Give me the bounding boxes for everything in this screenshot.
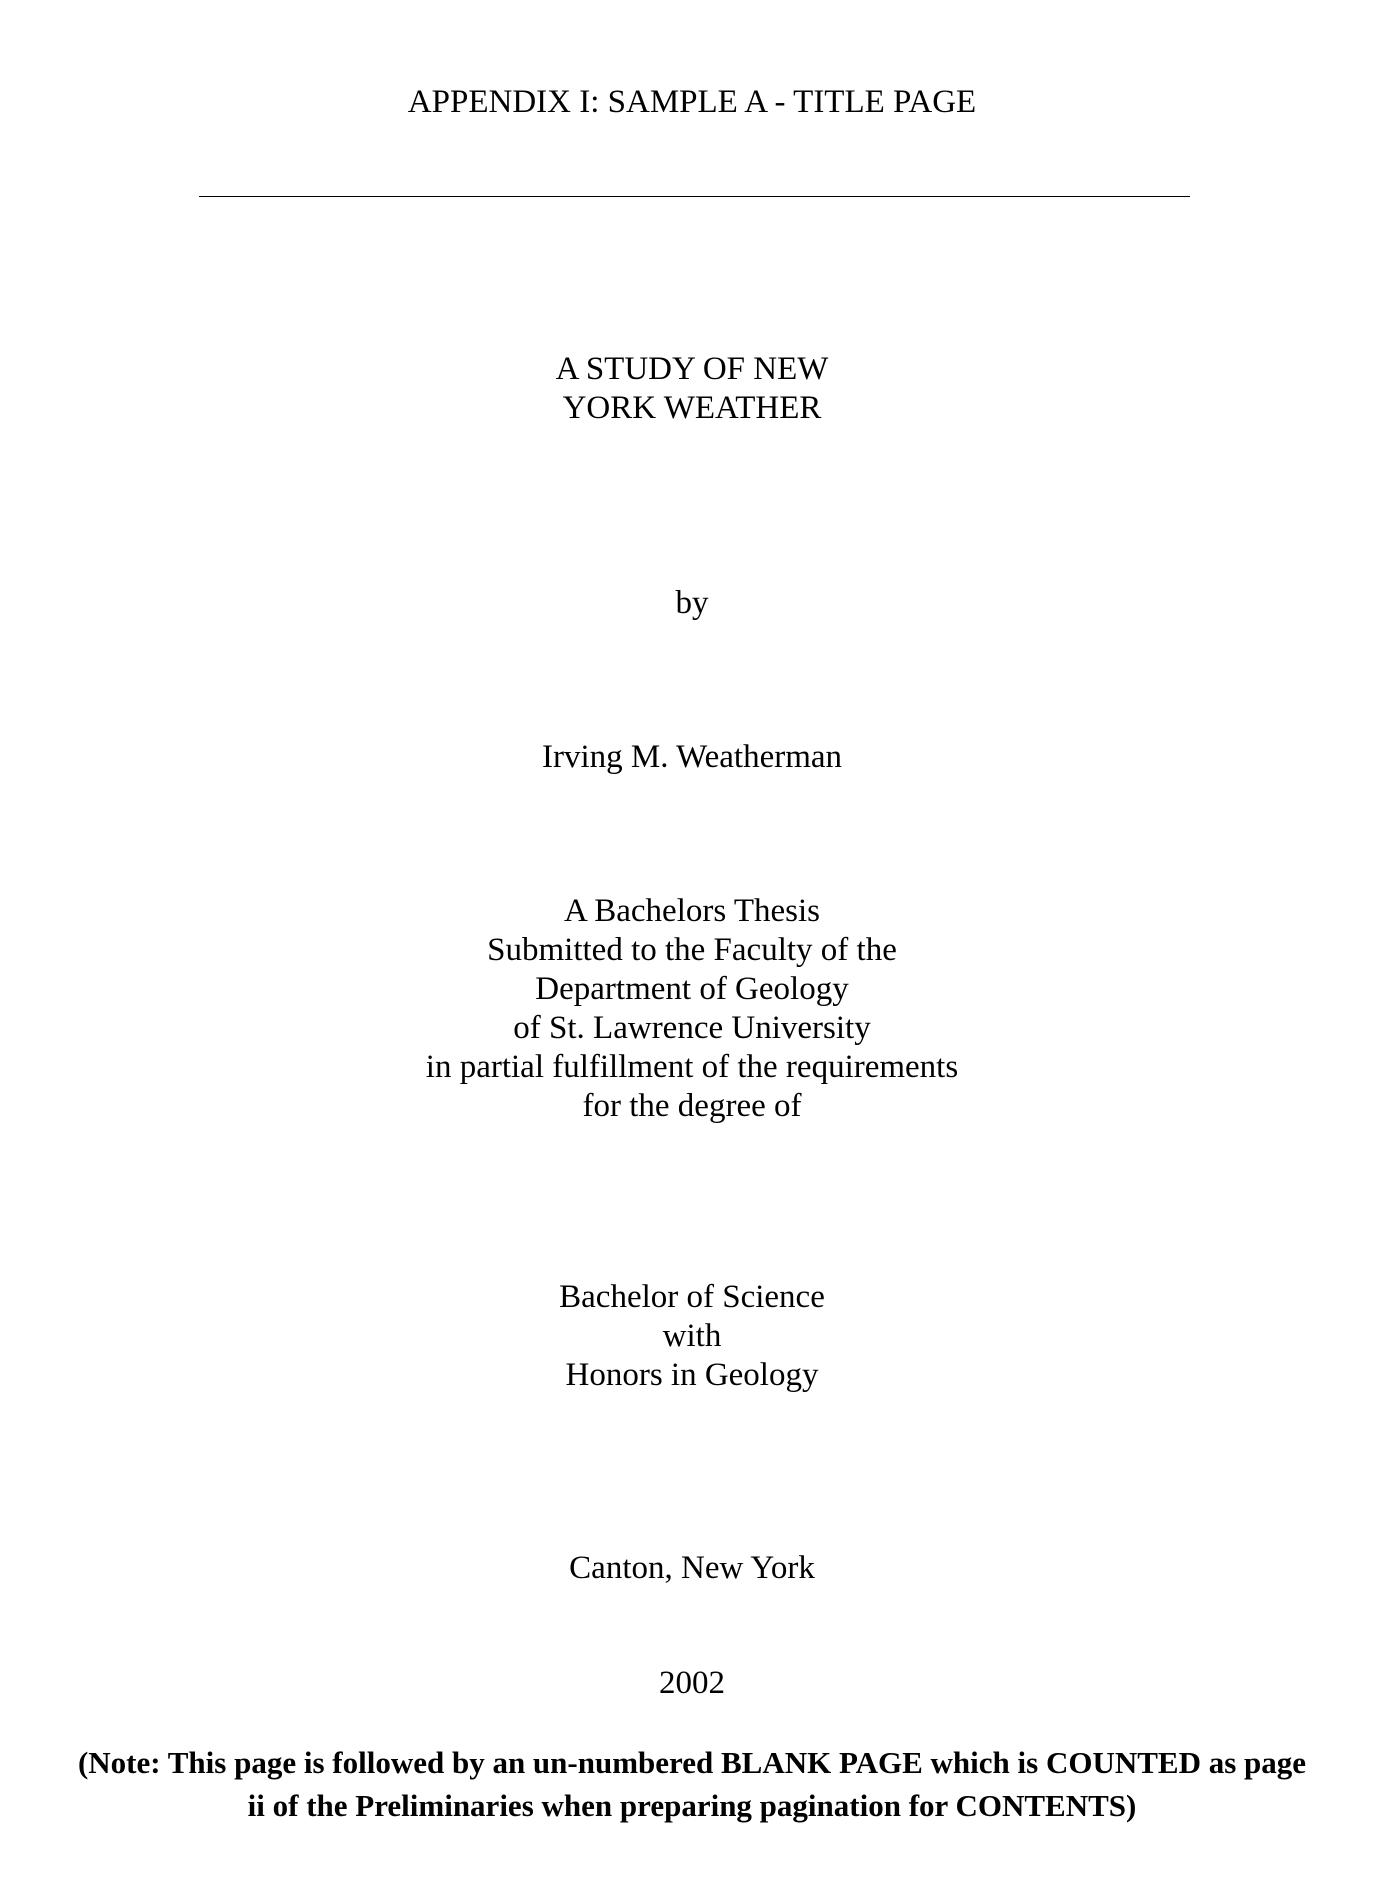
place-of-submission: Canton, New York xyxy=(569,1550,815,1586)
appendix-heading: APPENDIX I: SAMPLE A - TITLE PAGE xyxy=(407,84,977,120)
thesis-statement-line: of St. Lawrence University xyxy=(513,1010,871,1046)
submission-year: 2002 xyxy=(659,1665,725,1701)
degree-line: Honors in Geology xyxy=(565,1357,819,1393)
pagination-note-line: (Note: This page is followed by an un-numbered BLANK PAGE which is COUNTED as page xyxy=(77,1745,1307,1780)
thesis-title xyxy=(0,350,1384,428)
pagination-note xyxy=(0,1741,1384,1827)
thesis-statement-line: in partial fulfillment of the requirements xyxy=(425,1049,959,1085)
thesis-statement-line: Submitted to the Faculty of the xyxy=(487,932,897,968)
degree-statement xyxy=(0,1278,1384,1395)
degree-line: with xyxy=(662,1318,722,1354)
horizontal-rule xyxy=(199,196,1190,197)
by-label: by xyxy=(675,585,709,621)
author-name: Irving M. Weatherman xyxy=(541,739,843,775)
thesis-title-line: YORK WEATHER xyxy=(562,390,822,426)
pagination-note-line: ii of the Preliminaries when preparing pagination for CONTENTS) xyxy=(247,1788,1137,1823)
thesis-statement xyxy=(0,892,1384,1126)
thesis-statement-line: for the degree of xyxy=(582,1088,802,1124)
degree-line: Bachelor of Science xyxy=(559,1279,825,1315)
thesis-title-line: A STUDY OF NEW xyxy=(555,351,829,387)
thesis-statement-line: A Bachelors Thesis xyxy=(563,893,821,929)
thesis-statement-line: Department of Geology xyxy=(535,971,849,1007)
